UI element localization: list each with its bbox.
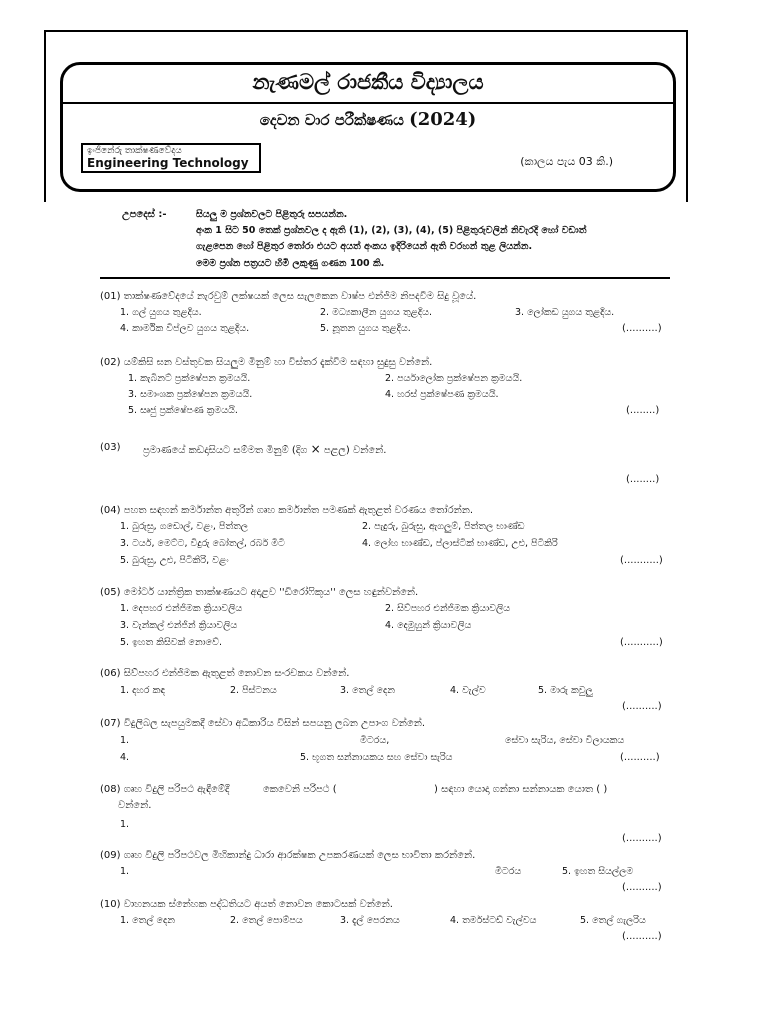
q10-option-4: 4. තර්මස්ටඩ් වැල්වය xyxy=(450,915,537,926)
instruction-line: ගැළපෙන හෝ පිළිතුර තෝරා එයට අයත් අංකය ඉදිරියෙන් ඇති වරහන් තුළ ලියන්න. xyxy=(196,241,533,252)
q3-answer-box[interactable]: (........) xyxy=(626,474,660,485)
q7-option-2: මීටරය, xyxy=(360,735,390,746)
exam-year: (2024) xyxy=(409,109,477,130)
times-sign: × xyxy=(310,442,321,456)
q2-option-2: 2. පර්යාලෝක ප්‍රක්ෂේපන ක්‍රමයයි. xyxy=(385,373,523,384)
question-8-end: වන්නේ. xyxy=(118,800,152,811)
instructions-label: උපදෙස් :- xyxy=(122,209,167,220)
q8-option-1: 1. xyxy=(120,819,130,830)
instructions-divider xyxy=(100,277,670,279)
q7-option-4: 4. xyxy=(120,752,130,763)
q9-option-1: 1. xyxy=(120,866,130,877)
q6-answer-box[interactable]: (..........) xyxy=(622,701,662,712)
instruction-line: අංක 1 සිට 50 තෙක් ප්‍රශ්නවල ද ඇති (1), (2), (3), (4), (5) පිළිතුරුවලින් නිවැරදි හෝ වඩාත් xyxy=(196,225,587,236)
subject-box xyxy=(81,143,261,173)
q5-option-4: 4. දෙමුහුන් ක්‍රියාවලිය xyxy=(385,620,472,631)
q6-option-3: 3. තෙල් දෙන xyxy=(340,685,395,696)
question-4: (04) පහත සඳහන් කර්මාන්ත අතුරින් ගෘහ කර්මාන්ත පමණක් ඇතුළත් වරණය තෝරන්න. xyxy=(100,505,474,516)
header-divider xyxy=(63,102,673,104)
q5-option-3: 3. වැන්කල් එන්ජින් ක්‍රියාවලිය xyxy=(120,620,238,631)
q7-option-1: 1. xyxy=(120,735,130,746)
q2-answer-box[interactable]: (........) xyxy=(626,405,660,416)
q1-option-5: 5. නූතන යුගය තුළදිය. xyxy=(320,323,411,334)
q9-answer-box[interactable]: (..........) xyxy=(622,882,662,893)
q8-answer-box[interactable]: (..........) xyxy=(622,833,662,844)
q3-text-end: පළල) වන්නේ. xyxy=(323,445,387,456)
subject-sinhala: ඉංජිනේරු තාක්ෂණවේදය xyxy=(87,146,182,156)
question-1: (01) තාක්ෂණවේදයේ නැරවුම් ලක්ෂයක් ලෙස සැලකෙන වාෂ්ප එන්ජිම නිපදවීම සිදු වූයේ. xyxy=(100,291,477,302)
q2-option-3: 3. සමාංශක ප්‍රක්ෂේපන ක්‍රමයයි. xyxy=(128,389,253,400)
q10-option-5: 5. තෙල් ගැලරිය xyxy=(580,915,646,926)
question-6: (06) සිව්පහර එන්ජිමක ඇතුළත් නොවන සංරචකය වන්නේ. xyxy=(100,668,350,679)
question-5: (05) මෝටර් යාන්ත්‍රික තාක්ෂණයට අදාළව ''ඩිරෝෆිකුය'' ලෙස හඳුන්වන්නේ. xyxy=(100,587,419,598)
question-8-part: කෙවෙනි පරිපථ ( xyxy=(263,784,337,795)
question-10: (10) වාහනයක ස්නේහක පද්ධතියට අයත් නොවන කොටසක් වන්නේ. xyxy=(100,899,393,910)
q10-answer-box[interactable]: (..........) xyxy=(622,931,662,942)
header-box xyxy=(60,62,676,192)
question-3 xyxy=(143,442,386,456)
q5-option-1: 1. දෙපහර එන්ජිමක ක්‍රියාවලිය xyxy=(120,603,243,614)
q7-option-3: සේවා සැරිය, සේවා විලායකය xyxy=(505,735,625,746)
q6-option-5: 5. මාරු කවුලු xyxy=(538,685,593,696)
q6-option-2: 2. පිස්ටනය xyxy=(230,685,277,696)
q9-option-2: මීටරය xyxy=(495,866,522,877)
q1-option-4: 4. කාර්මික විප්ලව යුගය තුළදිය. xyxy=(120,323,250,334)
subject-english: Engineering Technology xyxy=(87,156,249,170)
q5-option-2: 2. සිව්පහර එන්ජිමක ක්‍රියාවලිය xyxy=(385,603,511,614)
question-9: (09) ගෘහ විදුලි පරිපථවල මිහිකාන්දු ධාරා ආරක්ෂක උපකරණයක් ලෙස භාවිතා කරන්නේ. xyxy=(100,850,476,861)
instruction-line: මෙම ප්‍රශ්න පත්‍රයට හිමි ලකුණු ගණන 100 කි. xyxy=(196,258,385,269)
q2-option-4: 4. හරස් ප්‍රක්ෂේපණ ක්‍රමයයි. xyxy=(385,389,499,400)
question-3-number: (03) xyxy=(100,442,121,453)
q10-option-3: 3. දැල් පෙරනය xyxy=(340,915,400,926)
instruction-line: සියලු ම ප්‍රශ්නවලට පිළිතුරු සපයන්න. xyxy=(196,209,348,220)
q1-option-1: 1. ගල් යුගය තුළදිය. xyxy=(120,307,202,318)
question-8: (08) ගෘහ විදුලි පරිපථ ඇඳීමේදී xyxy=(100,784,230,795)
q6-option-1: 1. දහර කඳ xyxy=(120,685,166,696)
q4-option-4: 4. ලෝහ භාණ්ඩ, ප්ලාස්ටික් භාණ්ඩ, උළු, පිටිකිරි xyxy=(362,538,558,549)
q6-option-4: 4. වැල්ව xyxy=(450,685,486,696)
question-8-part: ) සඳහා යොදා ගන්නා සන්නායක යොත ( ) xyxy=(434,784,608,795)
q7-option-5: 5. භූගත සන්නායකය සහ සේවා සැරිය xyxy=(300,752,453,763)
exam-time: (කාලය පැය 03 කි.) xyxy=(520,155,613,168)
q4-option-5: 5. බුරුසු, උළු, පිටිකිරි, වළං xyxy=(120,555,229,566)
q3-text: ප්‍රමාණයේ කඩදාසියට සම්මත මිනුම් (දිග xyxy=(143,445,308,456)
q7-answer-box[interactable]: (..........) xyxy=(620,752,660,763)
question-2: (02) යම්කිසි ඝන වස්තුවක සියලුම මිනුම් හා විස්තර දැක්වීම සඳහා සුදුසු වන්නේ. xyxy=(100,357,433,368)
q10-option-1: 1. තෙල් දෙන xyxy=(120,915,175,926)
exam-name xyxy=(63,109,673,130)
q1-option-2: 2. මධ්‍යකාලීන යුගය තුළදිය. xyxy=(320,307,433,318)
question-7: (07) විදුලිබල සැපයුමකදී සේවා අධිකාරිය විසින් සපයනු ලබන උපාංග වන්නේ. xyxy=(100,718,426,729)
exam-title: දෙවන වාර පරීක්ෂණය xyxy=(259,111,404,129)
q2-option-5: 5. සෘජු ප්‍රක්ෂේපණ ක්‍රමයයි. xyxy=(128,405,238,416)
q1-answer-box[interactable]: (..........) xyxy=(622,323,662,334)
q4-option-2: 2. පැදුරු, බුරුසු, ඇගලුම්, පිත්තල භාණ්ඩ xyxy=(362,521,525,532)
q9-option-5: 5. ඉහත සියල්ලම xyxy=(562,866,634,877)
school-name: නැණමල් රාජකීය විද්‍යාලය xyxy=(252,69,484,94)
q5-answer-box[interactable]: (...........) xyxy=(620,637,663,648)
q10-option-2: 2. තෙල් පොම්පය xyxy=(230,915,303,926)
q1-option-3: 3. ලෝකඩ යුගය තුළදිය. xyxy=(515,307,615,318)
q4-answer-box[interactable]: (...........) xyxy=(620,555,663,566)
q5-option-5: 5. ඉහත කිසිවක් නොවේ. xyxy=(120,637,222,648)
q4-option-1: 1. බුරුසු, ගඩොල්, වළං, පිත්තල xyxy=(120,521,249,532)
q2-option-1: 1. කැබිනට් ප්‍රක්ෂේපන ක්‍රමයයි. xyxy=(128,373,251,384)
q4-option-3: 3. ටයර්, මෙට්ට, විදුරු බෝතල්, රබර් මිටි xyxy=(120,538,285,549)
